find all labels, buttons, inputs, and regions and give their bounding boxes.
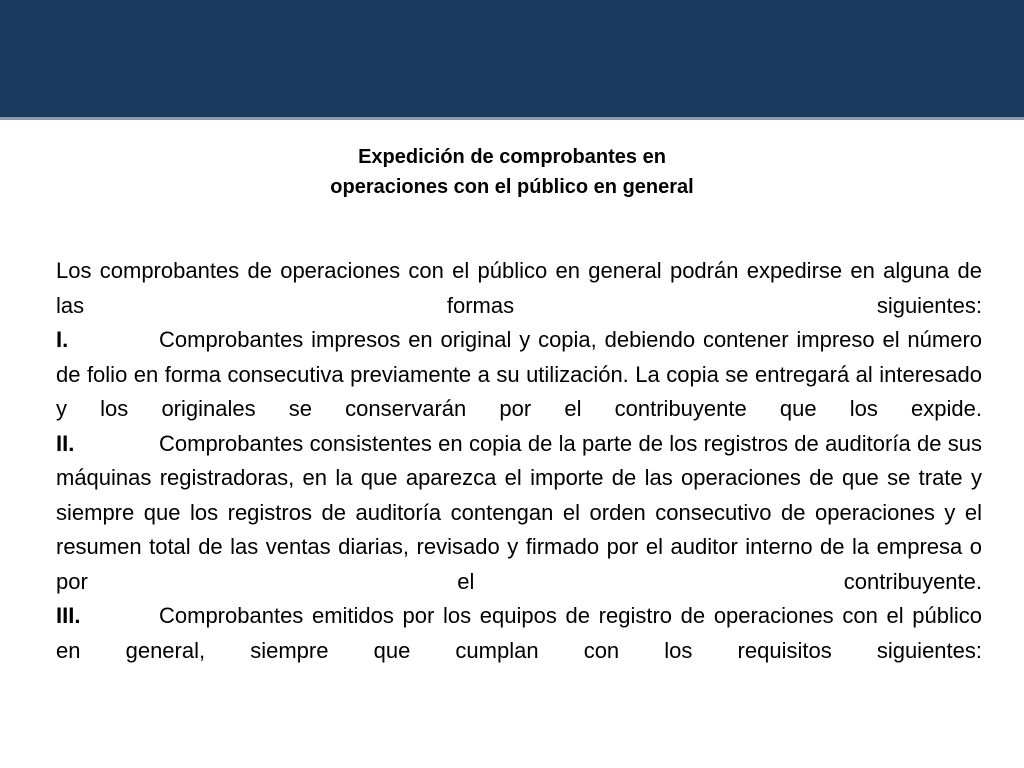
item-1-label: I. <box>56 327 69 352</box>
item-3-text: Comprobantes emitidos por los equipos de registro de operaciones con el público en general, siempre que cumplan con los requisitos siguientes: <box>56 603 982 663</box>
slide-title <box>0 142 1024 202</box>
item-3 <box>56 599 982 668</box>
intro-paragraph: Los comprobantes de operaciones con el público en general podrán expedirse en alguna de las formas siguientes: <box>56 258 982 318</box>
header-band <box>0 0 1024 120</box>
item-3-label: III. <box>56 603 81 628</box>
slide-title-line-1: Expedición de comprobantes en <box>358 146 666 168</box>
slide-body <box>56 254 982 668</box>
item-1-text: Comprobantes impresos en original y copia, debiendo contener impreso el número de folio en forma consecutiva previamente a su utilización. La copia se entregará al interesado y los originales se conservarán por el contribuyente que los expide. <box>56 327 982 421</box>
slide-title-line-2: operaciones con el público en general <box>330 176 694 198</box>
item-2 <box>56 427 982 600</box>
item-2-label: II. <box>56 430 75 456</box>
item-2-text: Comprobantes consistentes en copia de la parte de los registros de auditoría de sus máquinas registradoras, en la que aparezca el importe de las operaciones de que se trate y siempre que los registros de auditoría contengan el orden consecutivo de operaciones y el resumen total de las ventas diarias, revisado y firmado por el auditor interno de la empresa o por el contribuyente. <box>56 430 982 594</box>
item-1 <box>56 323 982 427</box>
